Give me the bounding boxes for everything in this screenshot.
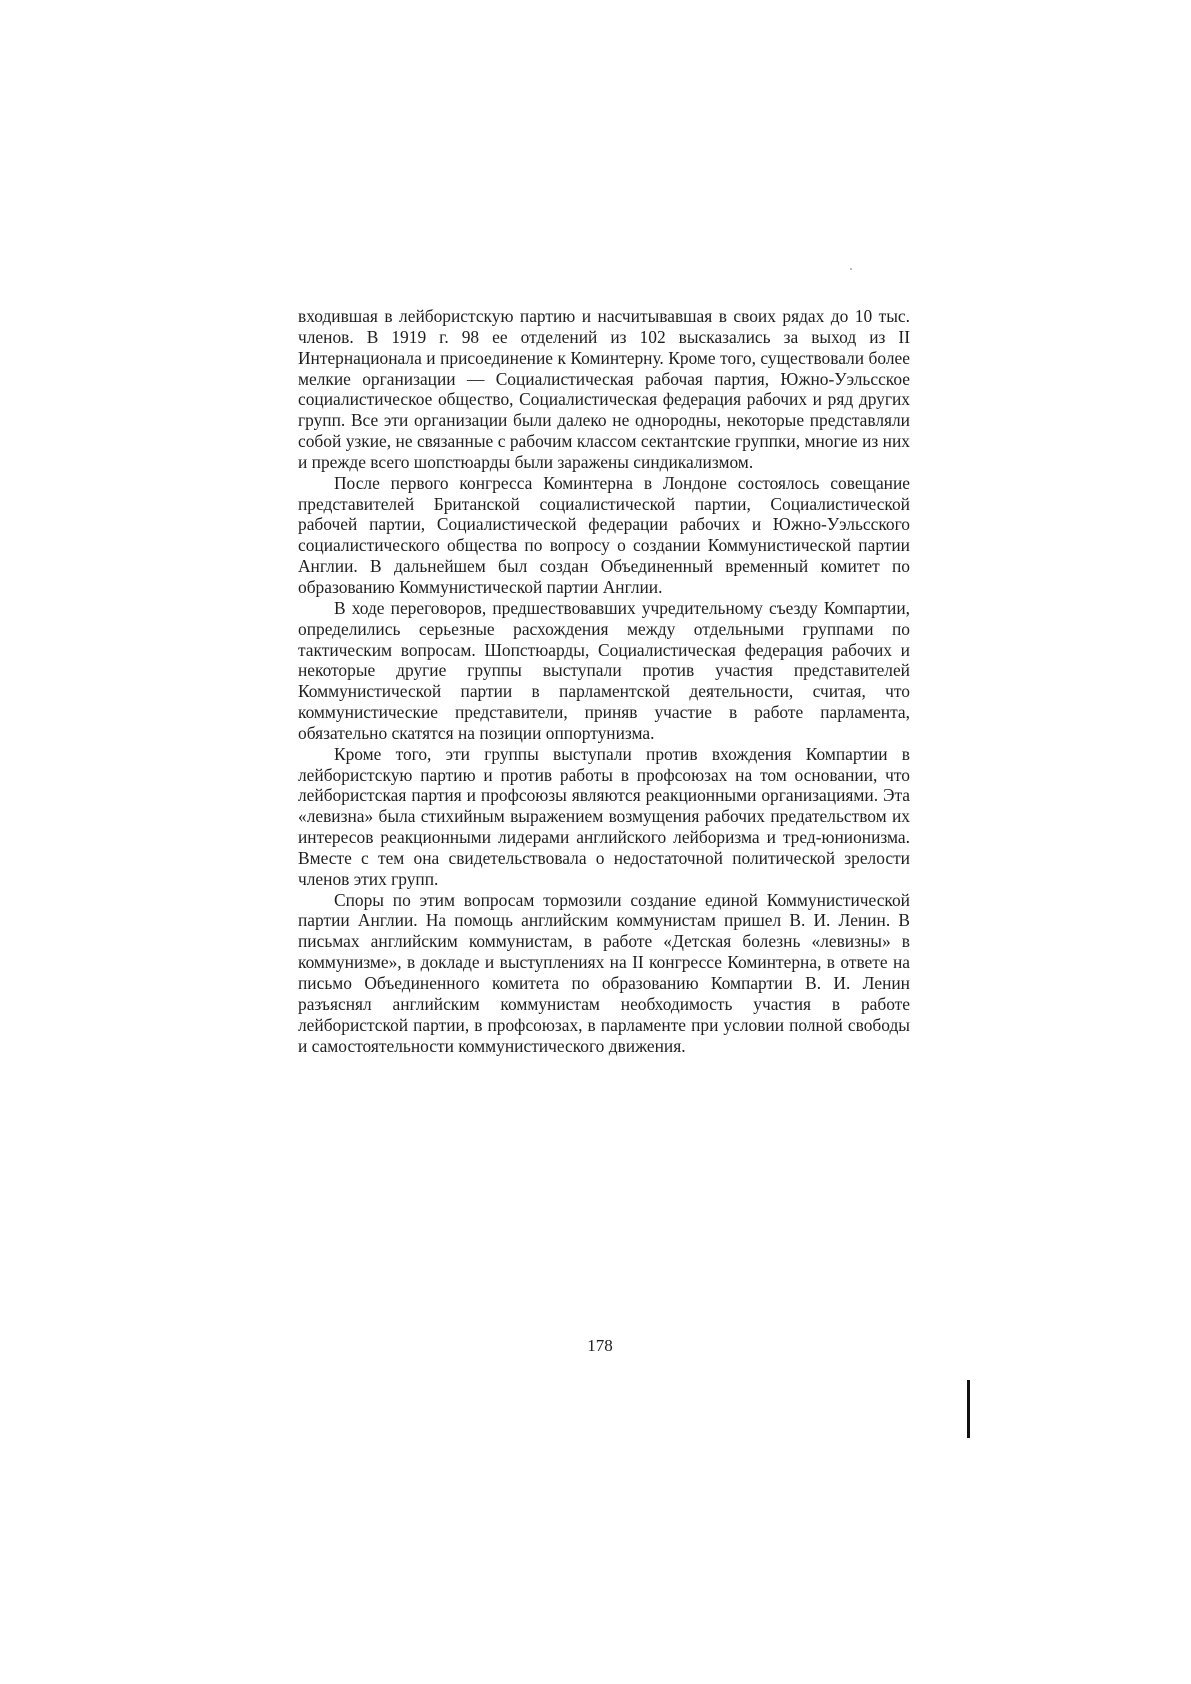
body-text — [298, 306, 910, 1056]
paragraph-1: входившая в лейбористскую партию и насчитывавшая в своих рядах до 10 тыс. членов. В 1919 г. 98 ее отделений из 102 высказались за выход из II Интернационала и присоединение к Коминтерну. Кроме того, существовали более мелкие организации — Социалистическая рабочая партия, Южно-Уэльсское социалистическое общество, Социалистическая федерация рабочих и ряд других групп. Все эти организации были далеко не однородны, некоторые представляли собой узкие, не связанные с рабочим классом сектантские группки, многие из них и прежде всего шопстюарды были заражены синдикализмом. — [298, 306, 910, 472]
paragraph-5: Споры по этим вопросам тормозили создание единой Коммунистической партии Англии. На помощь английским коммунистам пришел В. И. Ленин. В письмах английским коммунистам, в работе «Детская болезнь «левизны» в коммунизме», в докладе и выступлениях на II конгрессе Коминтерна, в ответе на письмо Объединенного комитета по образованию Компартии В. И. Ленин разъяснял английским коммунистам необходимость участия в работе лейбористской партии, в профсоюзах, в парламенте при условии полной свободы и самостоятельности коммунистического движения. — [298, 889, 910, 1056]
page-number: 178 — [587, 1336, 613, 1355]
paragraph-3: В ходе переговоров, предшествовавших учредительному съезду Компартии, определились серьезные расхождения между отдельными группами по тактическим вопросам. Шопстюарды, Социалистическая федерация рабочих и некоторые другие группы выступали против участия представителей Коммунистической партии в парламентской деятельности, считая, что коммунистические представители, приняв участие в работе парламента, обязательно скатятся на позиции оппортунизма. — [298, 597, 910, 743]
scan-artifact-mark — [967, 1380, 970, 1438]
paragraph-2: После первого конгресса Коминтерна в Лондоне состоялось совещание представителей Британской социалистической партии, Социалистической рабочей партии, Социалистической федерации рабочих и Южно-Уэльсского социалистического общества по вопросу о создании Коммунистической партии Англии. В дальнейшем был создан Объединенный временный комитет по образованию Коммунистической партии Англии. — [298, 472, 910, 597]
paragraph-4: Кроме того, эти группы выступали против вхождения Компартии в лейбористскую партию и против работы в профсоюзах на том основании, что лейбористская партия и профсоюзы являются реакционными организациями. Эта «левизна» была стихийным выражением возмущения рабочих предательством их интересов реакционными лидерами английского лейборизма и тред-юнионизма. Вместе с тем она свидетельствовала о недостаточной политической зрелости членов этих групп. — [298, 743, 910, 889]
scan-artifact-speck — [850, 268, 852, 270]
